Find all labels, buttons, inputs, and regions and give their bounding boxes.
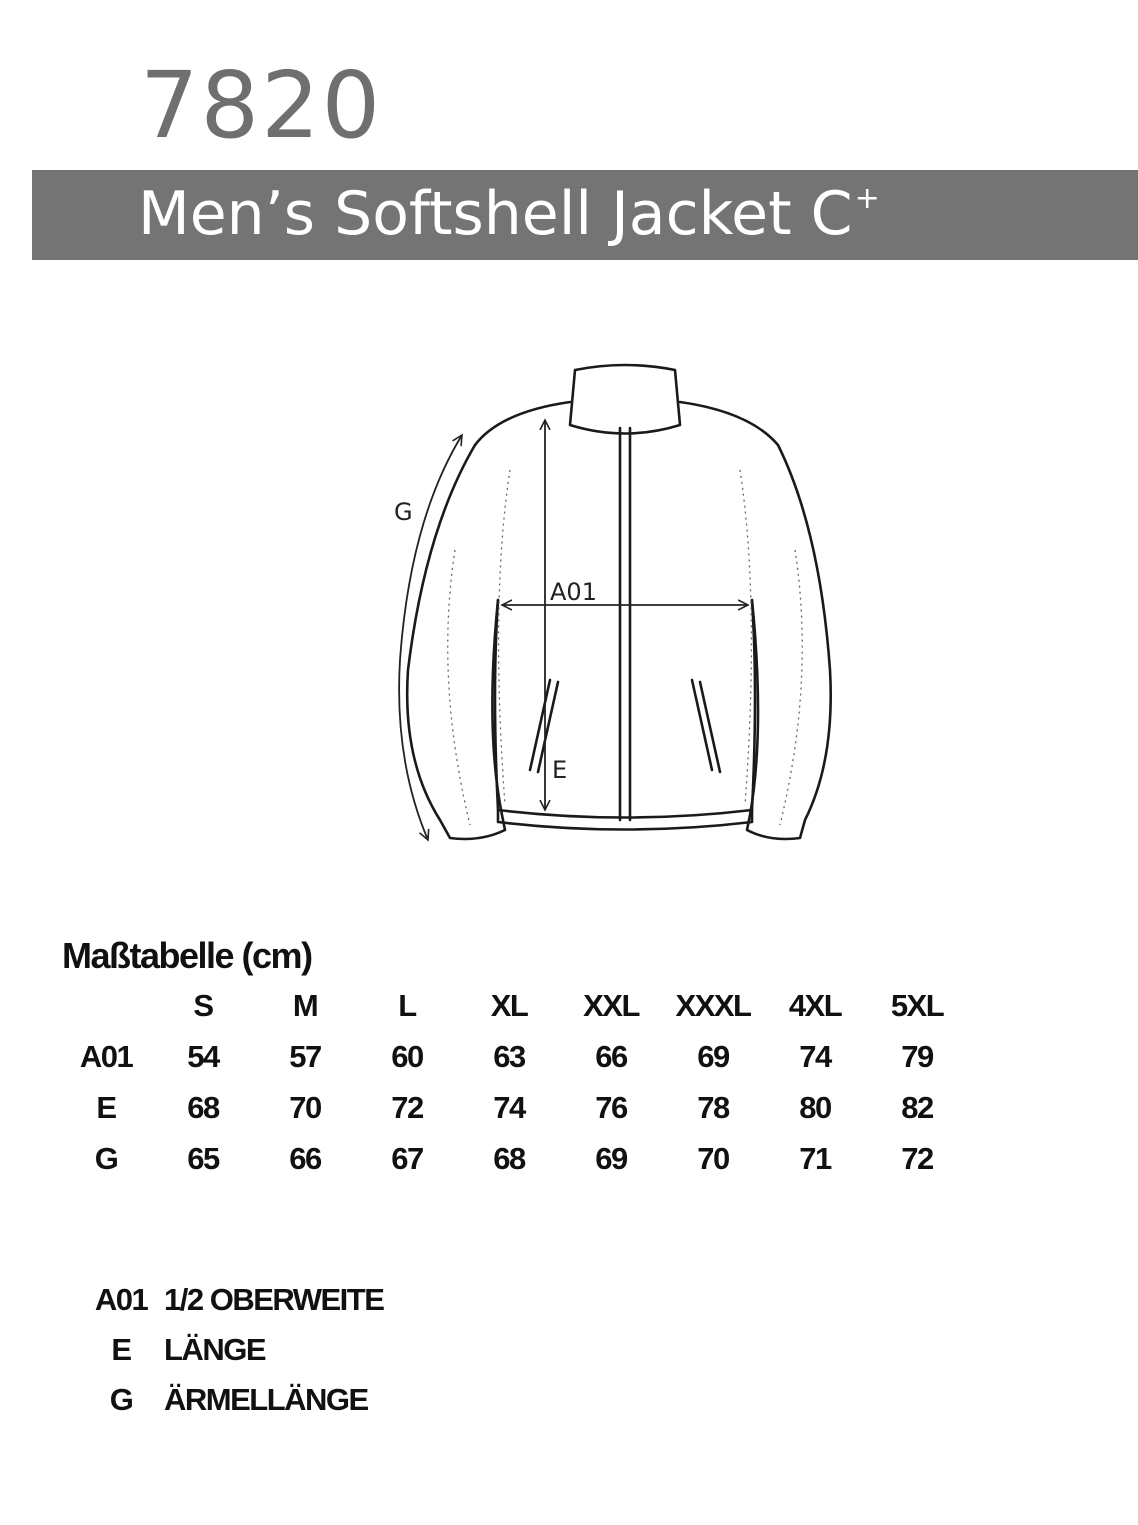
table-row: [60, 1133, 968, 1184]
size-header-cell: 5XL: [890, 987, 944, 1023]
table-cell: 57: [289, 1038, 321, 1074]
table-cell: 68: [187, 1089, 219, 1125]
legend-description: 1/2 OBERWEITE: [164, 1282, 384, 1317]
table-cell: 80: [799, 1089, 831, 1125]
table-cell: 71: [799, 1140, 831, 1176]
jacket-left-body-side: [495, 600, 498, 810]
jacket-hem: [498, 810, 752, 830]
model-number: 7820: [140, 52, 383, 159]
size-header-cell: S: [193, 987, 213, 1023]
table-cell: 60: [391, 1038, 423, 1074]
legend-description: LÄNGE: [164, 1332, 265, 1367]
table-cell: 63: [493, 1038, 525, 1074]
legend-description: ÄRMELLÄNGE: [164, 1382, 368, 1417]
label-e: E: [552, 756, 568, 784]
jacket-left-sleeve: [407, 445, 505, 839]
size-header-cell: XXL: [583, 987, 639, 1023]
title-bar: [32, 170, 1138, 260]
size-header-cell: L: [398, 987, 416, 1023]
size-header-empty: [60, 980, 152, 1031]
jacket-right-sleeve: [747, 445, 831, 839]
jacket-right-shoulder: [680, 402, 778, 445]
size-header-cell: XL: [490, 987, 528, 1023]
table-row: [60, 1082, 968, 1133]
size-header-cell: 4XL: [788, 987, 842, 1023]
jacket-diagram: [380, 350, 850, 860]
product-title: [138, 179, 880, 249]
jacket-right-pocket: [692, 680, 720, 772]
legend-code: G: [109, 1382, 133, 1417]
size-header-cell: M: [292, 987, 318, 1023]
table-cell: 69: [697, 1038, 729, 1074]
size-table: [60, 980, 968, 1184]
row-label: G: [94, 1140, 118, 1176]
table-cell: 54: [187, 1038, 219, 1074]
table-cell: 76: [595, 1089, 627, 1125]
legend-code: E: [111, 1332, 131, 1367]
jacket-right-body-side: [752, 600, 755, 810]
label-g: G: [394, 498, 413, 526]
measurement-legend: [78, 1275, 383, 1425]
table-cell: 69: [595, 1140, 627, 1176]
table-cell: 72: [901, 1140, 933, 1176]
table-cell: 66: [595, 1038, 627, 1074]
jacket-left-shoulder: [475, 402, 570, 445]
table-cell: 74: [799, 1038, 831, 1074]
size-header-cell: XXXL: [675, 987, 751, 1023]
table-cell: 79: [901, 1038, 933, 1074]
table-cell: 68: [493, 1140, 525, 1176]
size-table-heading: Maßtabelle (cm): [62, 935, 312, 976]
jacket-zipper: [620, 428, 630, 820]
label-a01: A01: [550, 578, 597, 606]
table-cell: 70: [697, 1140, 729, 1176]
product-title-superscript: +: [854, 181, 880, 216]
table-cell: 82: [901, 1089, 933, 1125]
table-cell: 65: [187, 1140, 219, 1176]
measure-g-line: [399, 435, 462, 840]
table-cell: 66: [289, 1140, 321, 1176]
row-label: E: [96, 1089, 116, 1125]
jacket-collar: [570, 365, 680, 434]
table-row: [60, 1031, 968, 1082]
table-cell: 72: [391, 1089, 423, 1125]
product-title-text: Men’s Softshell Jacket C: [138, 179, 853, 249]
table-cell: 67: [391, 1140, 423, 1176]
legend-item: [78, 1375, 383, 1425]
row-label: A01: [79, 1038, 133, 1074]
legend-code: A01: [94, 1282, 148, 1317]
legend-item: [78, 1275, 383, 1325]
table-cell: 74: [493, 1089, 525, 1125]
size-header-row: [60, 980, 968, 1031]
table-cell: 70: [289, 1089, 321, 1125]
legend-item: [78, 1325, 383, 1375]
table-cell: 78: [697, 1089, 729, 1125]
